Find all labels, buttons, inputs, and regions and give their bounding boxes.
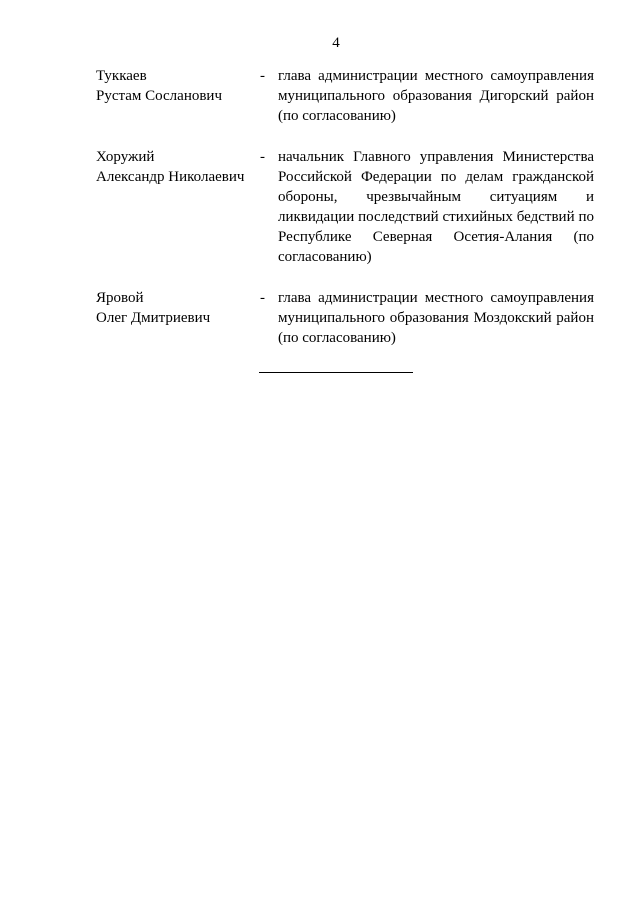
member-surname: Туккаев: [96, 68, 147, 84]
closing-divider-line: [259, 372, 413, 373]
member-surname: Яровой: [96, 290, 144, 306]
separator-dash: -: [260, 149, 265, 165]
member-position: глава администрации местного самоуправления муниципального образования Моздокский район (по согласованию): [278, 290, 594, 346]
member-name: [96, 147, 260, 187]
member-position: начальник Главного управления Министерства Российской Федерации по делам гражданской обороны, чрезвычайным ситуациям и ликвидации последствий стихийных бедствий по Республике Северная Осетия-Алания (по согласованию): [278, 149, 594, 265]
member-name: [96, 66, 260, 106]
member-given-name: Александр Николаевич: [96, 169, 245, 185]
list-item: [96, 147, 594, 267]
list-item: [96, 66, 594, 126]
member-given-name: Олег Дмитриевич: [96, 310, 211, 326]
separator-dash: -: [260, 68, 265, 84]
member-list: [96, 66, 594, 369]
member-surname: Хоружий: [96, 149, 155, 165]
list-item: [96, 288, 594, 348]
member-name: [96, 288, 260, 328]
member-given-name: Рустам Сосланович: [96, 88, 222, 104]
page-number: 4: [332, 35, 340, 51]
separator-dash: -: [260, 290, 265, 306]
member-position: глава администрации местного самоуправления муниципального образования Дигорский район (по согласованию): [278, 68, 594, 124]
